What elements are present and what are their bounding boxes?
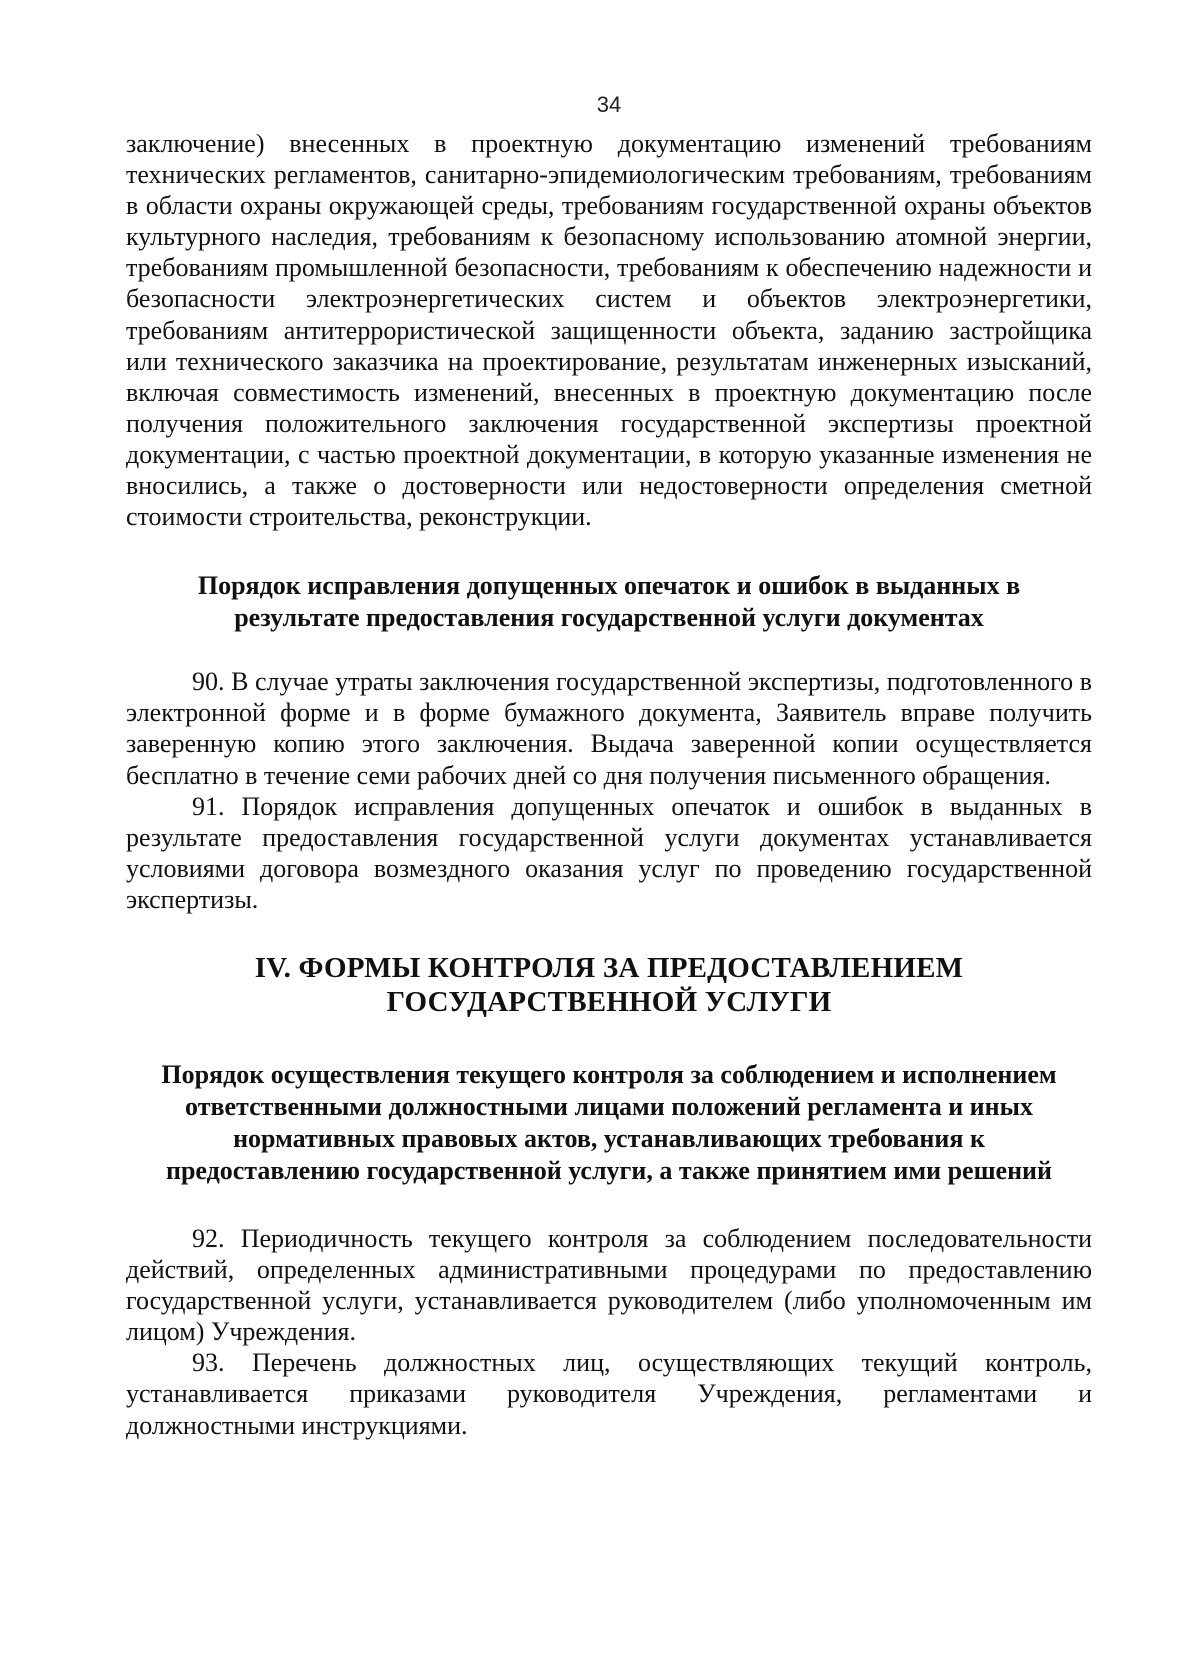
heading-control-line-2: ответственными должностными лицами положений регламента и иных <box>185 1091 1033 1121</box>
part-iv-heading-line-2: ГОСУДАРСТВЕННОЙ УСЛУГИ <box>386 985 832 1018</box>
heading-current-control <box>126 1059 1092 1187</box>
heading-corrections-line-2: результате предоставления государственной услуги документах <box>234 603 984 633</box>
heading-control-line-4: предоставлению государственной услуги, а также принятием ими решений <box>165 1155 1053 1185</box>
part-iv-heading <box>126 951 1092 1019</box>
heading-control-line-3: нормативных правовых актов, устанавливающих требования к <box>233 1123 985 1153</box>
heading-corrections-line-1: Порядок исправления допущенных опечаток и ошибок в выданных в <box>197 571 1021 601</box>
paragraph-92: 92. Периодичность текущего контроля за соблюдением последовательности действий, определенных административными процедурами по предоставлению государственной услуги, устанавливается руководителем (либо уполномоченным им лицом) Учреждения. <box>126 1223 1092 1347</box>
heading-control-line-1: Порядок осуществления текущего контроля за соблюдением и исполнением <box>161 1059 1057 1089</box>
part-iv-heading-line-1: IV. ФОРМЫ КОНТРОЛЯ ЗА ПРЕДОСТАВЛЕНИЕМ <box>254 951 964 984</box>
intro-paragraph: заключение) внесенных в проектную документацию изменений требованиям технических регламентов, санитарно-эпидемиологическим требованиям, требованиям в области охраны окружающей среды, требованиям государственной охраны объектов культурного наследия, требованиям к безопасному использованию атомной энергии, требованиям промышленной безопасности, требованиям к обеспечению надежности и безопасности электроэнергетических систем и объектов электроэнергетики, требованиям антитеррористической защищенности объекта, заданию застройщика или технического заказчика на проектирование, результатам инженерных изысканий, включая совместимость изменений, внесенных в проектную документацию после получения положительного заключения государственной экспертизы проектной документации, с частью проектной документации, в которую указанные изменения не вносились, а также о достоверности или недостоверности определения сметной стоимости строительства, реконструкции. <box>126 129 1092 532</box>
paragraph-91: 91. Порядок исправления допущенных опечаток и ошибок в выданных в результате предоставления государственной услуги документах устанавливается условиями договора возмездного оказания услуг по проведению государственной экспертизы. <box>126 791 1092 914</box>
paragraph-90: 90. В случае утраты заключения государственной экспертизы, подготовленного в электронной форме и в форме бумажного документа, Заявитель вправе получить заверенную копию этого заключения. Выдача заверенной копии осуществляется бесплатно в течение семи рабочих дней со дня получения письменного обращения. <box>126 667 1092 790</box>
page-number: 34 <box>596 92 622 117</box>
heading-corrections <box>126 570 1092 634</box>
paragraph-93: 93. Перечень должностных лиц, осуществляющих текущий контроль, устанавливается приказами руководителя Учреждения, регламентами и должностными инструкциями. <box>126 1348 1092 1440</box>
